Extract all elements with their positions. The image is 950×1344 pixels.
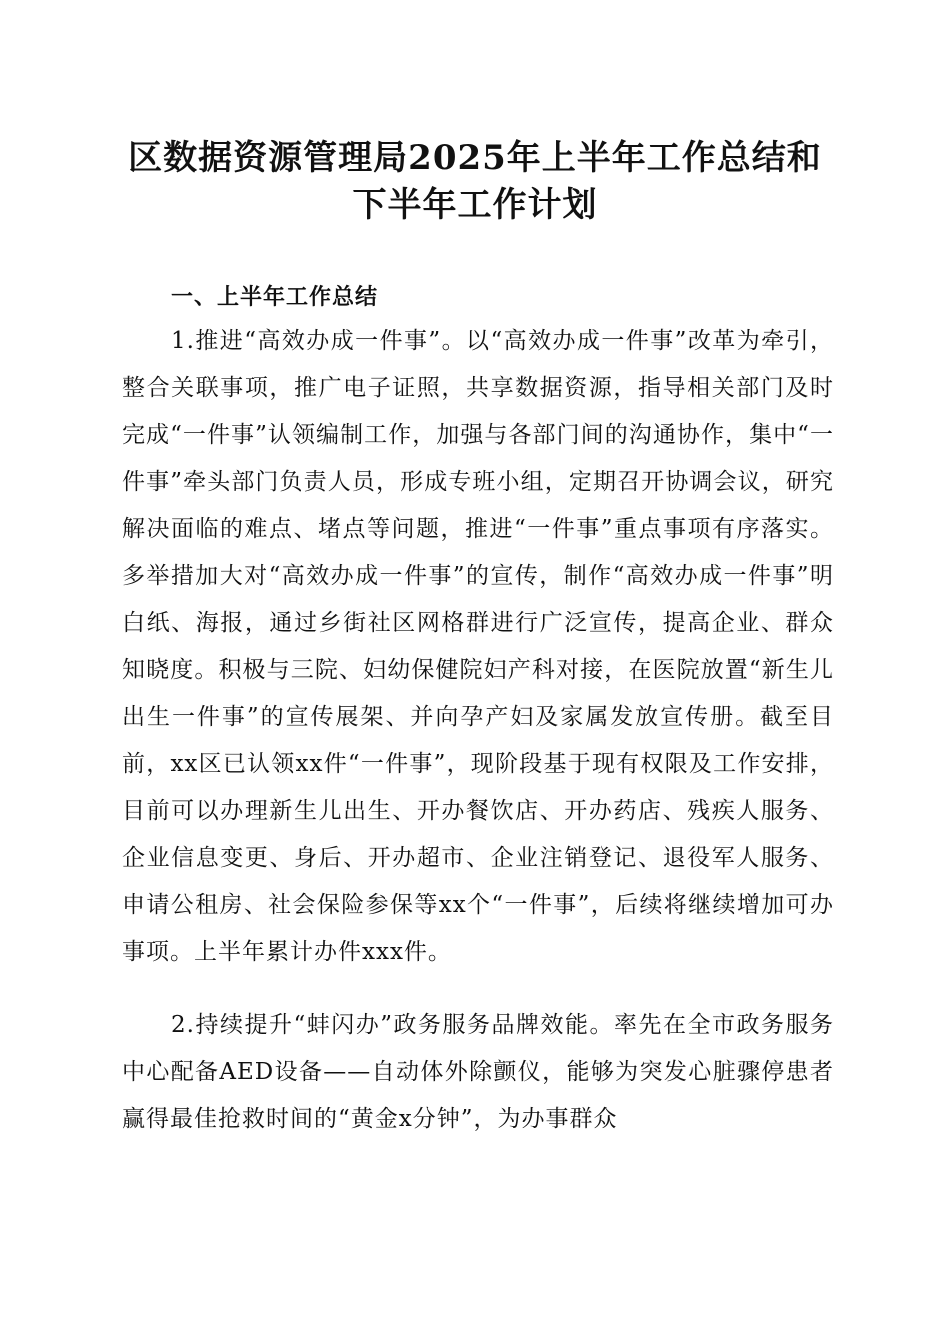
title-line-2: 下半年工作计划 [352,185,598,225]
section-heading: 一、上半年工作总结 [171,285,379,310]
document-title [100,135,850,229]
title-line-1: 区数据资源管理局2025年上半年工作总结和 [128,138,822,178]
paragraph-2: 2.持续提升“蚌闪办”政务服务品牌效能。率先在全市政务服务中心配备AED设备——自动体外除颤仪，能够为突发心脏骤停患者赢得最佳抢救时间的“黄金x分钟”，为办事群众 [122,1012,834,1132]
paragraph-1: 1.推进“高效办成一件事”。以“高效办成一件事”改革为牵引，整合关联事项，推广电子证照，共享数据资源，指导相关部门及时完成“一件事”认领编制工作，加强与各部门间的沟通协作，集中“一件事”牵头部门负责人员，形成专班小组，定期召开协调会议，研究解决面临的难点、堵点等问题，推进“一件事”重点事项有序落实。多举措加大对“高效办成一件事”的宣传，制作“高效办成一件事”明白纸、海报，通过乡街社区网格群进行广泛宣传，提高企业、群众知晓度。积极与三院、妇幼保健院妇产科对接，在医院放置“新生儿出生一件事”的宣传展架、并向孕产妇及家属发放宣传册。截至目前，xx区已认领xx件“一件事”，现阶段基于现有权限及工作安排，目前可以办理新生儿出生、开办餐饮店、开办药店、残疾人服务、企业信息变更、身后、开办超市、企业注销登记、退役军人服务、申请公租房、社会保险参保等xx个“一件事”，后续将继续增加可办事项。上半年累计办件xxx件。 [122,328,834,965]
